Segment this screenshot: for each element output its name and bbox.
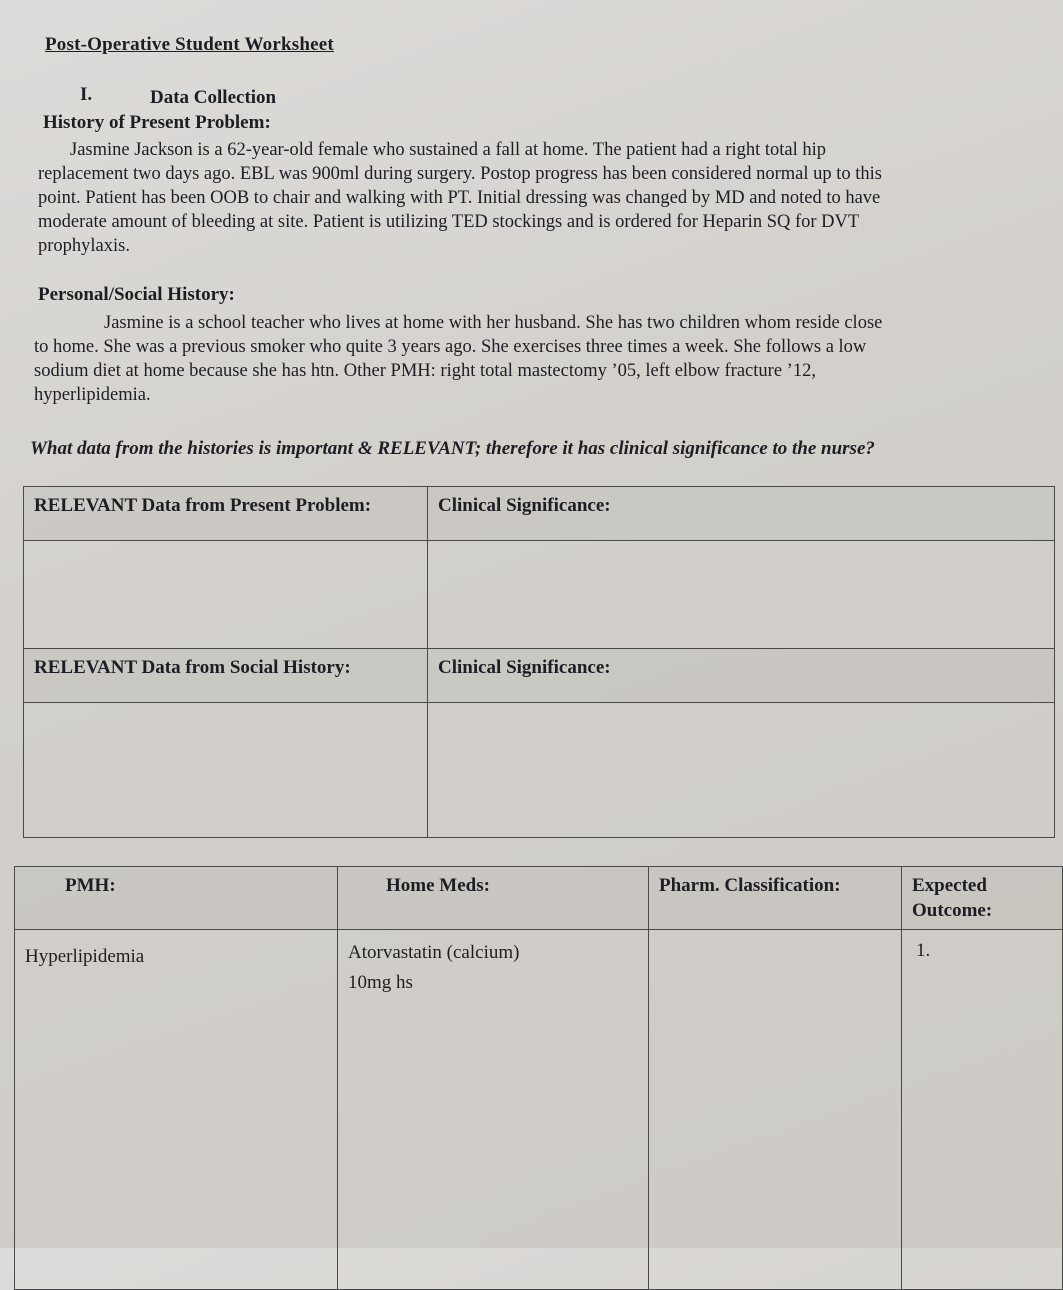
present-problem-paragraph	[38, 138, 913, 258]
social-history-heading: Personal/Social History:	[38, 284, 235, 305]
outcome-item-1: 1.	[916, 940, 931, 961]
social-data-cell[interactable]	[24, 703, 428, 838]
section-number: I.	[80, 84, 93, 105]
section-title: Data Collection	[150, 87, 277, 108]
home-meds-cell[interactable]	[338, 930, 649, 1290]
expected-outcome-header: Expected Outcome:	[902, 867, 1063, 930]
present-significance-cell[interactable]	[428, 541, 1055, 649]
expected-outcome-cell[interactable]	[902, 930, 1063, 1290]
present-problem-heading: History of Present Problem:	[43, 112, 271, 133]
social-significance-header: Clinical Significance:	[428, 649, 1055, 703]
present-data-cell[interactable]	[24, 541, 428, 649]
pharm-classification-header: Pharm. Classification:	[649, 867, 902, 930]
med-dose: 10mg hs	[348, 972, 413, 993]
relevant-data-table	[23, 486, 1055, 838]
social-significance-cell[interactable]	[428, 703, 1055, 838]
home-meds-header: Home Meds:	[338, 867, 649, 930]
social-data-header: RELEVANT Data from Social History:	[24, 649, 428, 703]
social-history-paragraph	[34, 311, 896, 407]
worksheet-title: Post-Operative Student Worksheet	[45, 34, 334, 55]
pharm-classification-cell[interactable]	[649, 930, 902, 1290]
pmh-cell[interactable]	[15, 930, 338, 1290]
present-problem-text: Jasmine Jackson is a 62-year-old female who sustained a fall at home. The patient had a right total hip replacement two days ago. EBL was 900ml during surgery. Postop progress has been considered normal up to this point. Patient has been OOB to chair and walking with PT. Initial dressing was changed by MD and noted to have moderate amount of bleeding at site. Patient is utilizing TED stockings and is ordered for Heparin SQ for DVT prophylaxis.	[38, 140, 882, 256]
home-meds-table	[14, 866, 1063, 1290]
pmh-value: Hyperlipidemia	[25, 946, 145, 967]
med-name: Atorvastatin (calcium)	[348, 942, 520, 963]
relevance-question: What data from the histories is important & RELEVANT; therefore it has clinical significance to the nurse?	[30, 438, 875, 459]
present-significance-header: Clinical Significance:	[428, 487, 1055, 541]
present-data-header: RELEVANT Data from Present Problem:	[24, 487, 428, 541]
pmh-header: PMH:	[15, 867, 338, 930]
social-history-text: Jasmine is a school teacher who lives at home with her husband. She has two children whom reside close to home. She was a previous smoker who quite 3 years ago. She exercises three times a week. She follows a low sodium diet at home because she has htn. Other PMH: right total mastectomy ’05, left elbow fracture ’12, hyperlipidemia.	[34, 313, 883, 405]
